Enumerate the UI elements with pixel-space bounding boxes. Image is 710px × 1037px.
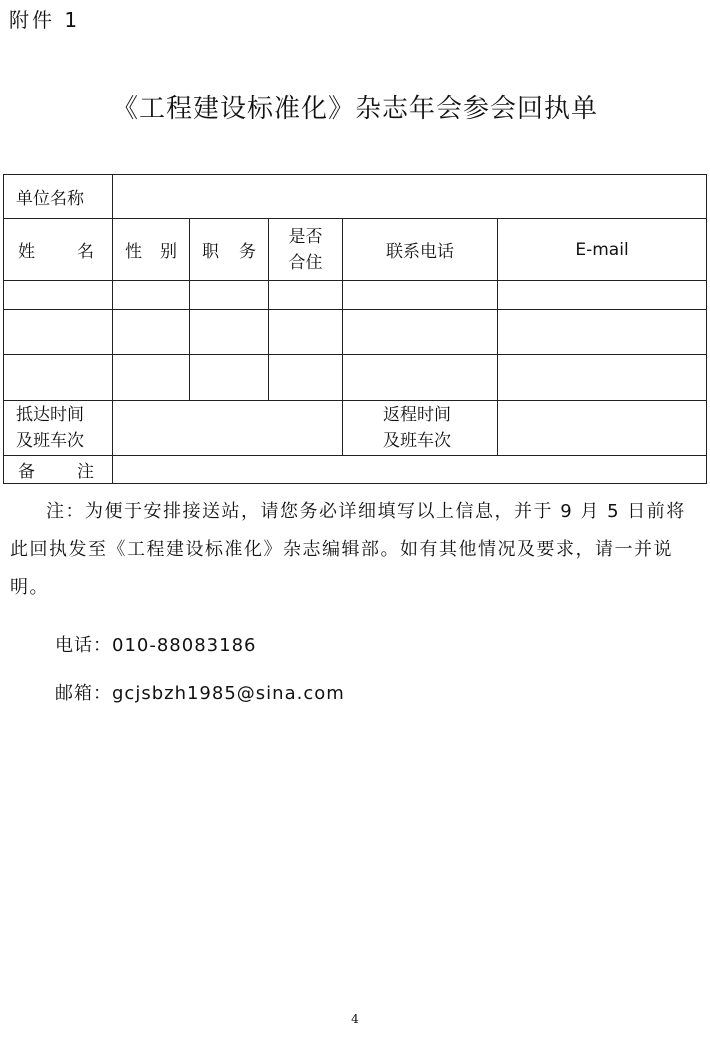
header-row — [4, 219, 707, 281]
return-field[interactable] — [498, 401, 707, 456]
unit-row — [4, 175, 707, 219]
unit-name-label: 单位名称 — [4, 175, 113, 219]
email-header: E-mail — [498, 219, 707, 281]
table-cell[interactable] — [269, 281, 343, 310]
table-cell[interactable] — [113, 355, 190, 401]
table-cell[interactable] — [498, 310, 707, 355]
remarks-field[interactable] — [113, 456, 707, 484]
page-title: 《工程建设标准化》杂志年会参会回执单 — [111, 94, 598, 124]
attachment-label: 附件 1 — [9, 8, 81, 32]
table-cell[interactable] — [269, 355, 343, 401]
lodging-header: 是否 合住 — [269, 219, 343, 281]
table-cell[interactable] — [498, 355, 707, 401]
table-cell[interactable] — [343, 355, 498, 401]
contact-phone: 电话：010-88083186 — [55, 635, 257, 656]
gender-header: 性 别 — [113, 219, 190, 281]
name-header: 姓 名 — [4, 219, 113, 281]
arrival-label: 抵达时间 及班车次 — [4, 401, 113, 456]
table-cell[interactable] — [498, 281, 707, 310]
table-cell[interactable] — [343, 310, 498, 355]
table-cell[interactable] — [190, 355, 269, 401]
page-number: 4 — [351, 1012, 359, 1026]
receipt-form-table — [3, 174, 707, 484]
remarks-row — [4, 456, 707, 484]
return-label: 返程时间 及班车次 — [343, 401, 498, 456]
contact-email: 邮箱：gcjsbzh1985@sina.com — [55, 683, 345, 704]
table-cell[interactable] — [190, 281, 269, 310]
table-cell[interactable] — [113, 281, 190, 310]
table-cell[interactable] — [113, 310, 190, 355]
table-cell[interactable] — [4, 310, 113, 355]
phone-header: 联系电话 — [343, 219, 498, 281]
remarks-label: 备 注 — [4, 456, 113, 484]
table-cell[interactable] — [190, 310, 269, 355]
table-cell[interactable] — [4, 355, 113, 401]
table-row — [4, 281, 707, 310]
unit-name-field[interactable] — [113, 175, 707, 219]
table-cell[interactable] — [4, 281, 113, 310]
table-row — [4, 355, 707, 401]
table-cell[interactable] — [343, 281, 498, 310]
table-cell[interactable] — [269, 310, 343, 355]
position-header: 职 务 — [190, 219, 269, 281]
table-row — [4, 310, 707, 355]
schedule-row — [4, 401, 707, 456]
arrival-field[interactable] — [113, 401, 343, 456]
note-paragraph: 注：为便于安排接送站，请您务必详细填写以上信息，并于 9 月 5 日前将此回执发至《工程建设标准化》杂志编辑部。如有其他情况及要求，请一并说明。 — [10, 501, 686, 598]
